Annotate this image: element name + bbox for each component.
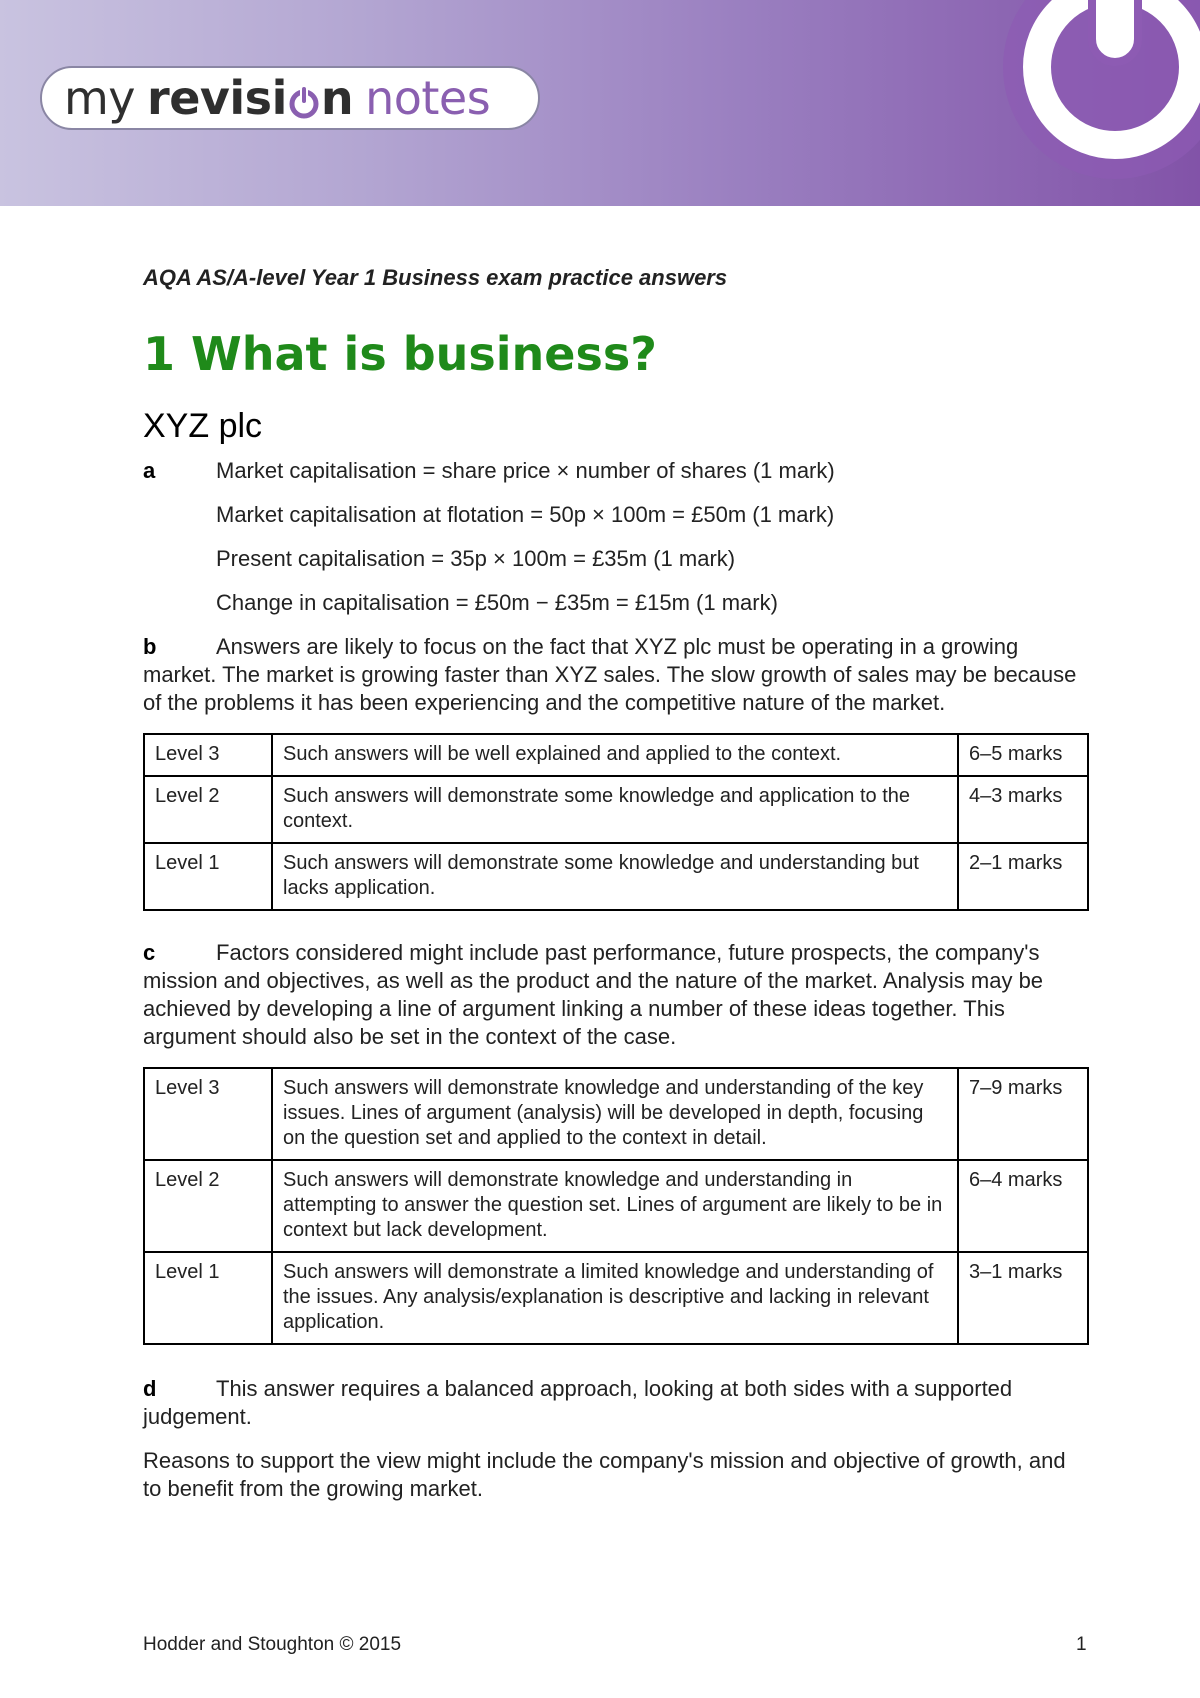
description-cell: Such answers will demonstrate some knowledge and understanding but lacks application. (272, 843, 958, 910)
description-cell: Such answers will demonstrate a limited knowledge and understanding of the issues. Any analysis/explanation is descriptive and lacking in relevant application. (272, 1252, 958, 1344)
logo-wordmark (64, 71, 491, 125)
marks-cell: 3–1 marks (958, 1252, 1088, 1344)
marks-cell: 7–9 marks (958, 1068, 1088, 1160)
description-cell: Such answers will demonstrate some knowledge and application to the context. (272, 776, 958, 843)
table-row (144, 1252, 1088, 1344)
power-icon (288, 84, 320, 120)
table-row (144, 843, 1088, 910)
logo-word-revision-end: n (320, 71, 354, 125)
part-a-line-text: Market capitalisation = share price × number of shares (1 mark) (216, 458, 835, 484)
level-cell: Level 3 (144, 734, 272, 776)
table-row (144, 734, 1088, 776)
logo (40, 66, 540, 130)
part-c (143, 939, 1089, 1345)
level-cell: Level 1 (144, 843, 272, 910)
level-cell: Level 2 (144, 776, 272, 843)
part-b (143, 633, 1089, 911)
part-a-line (143, 457, 1089, 485)
marks-cell: 6–5 marks (958, 734, 1088, 776)
question-letter: a (143, 458, 156, 484)
marks-cell: 2–1 marks (958, 843, 1088, 910)
logo-word-revision-start: revisi (147, 71, 287, 125)
description-cell: Such answers will demonstrate knowledge and understanding of the key issues. Lines of argument (analysis) will be developed in depth, focusing on the question set and applied to the context in detail. (272, 1068, 958, 1160)
part-c-text: Factors considered might include past performance, future prospects, the company's mission and objectives, as well as the product and the nature of the market. Analysis may be achieved by developing a line of argument linking a number of these ideas together. This argument should also be set in the context of the case. (143, 940, 1044, 1050)
logo-word-notes: notes (365, 71, 491, 125)
part-b-paragraph (143, 633, 1089, 717)
logo-word-my: my (64, 71, 136, 125)
level-cell: Level 3 (144, 1068, 272, 1160)
part-d (143, 1375, 1089, 1503)
mark-scheme-table-b (143, 733, 1089, 911)
marks-cell: 6–4 marks (958, 1160, 1088, 1252)
table-row (144, 776, 1088, 843)
part-a-line-text: Change in capitalisation = £50m − £35m = £15m (1 mark) (216, 590, 778, 616)
part-c-paragraph (143, 939, 1089, 1051)
part-d-text: This answer requires a balanced approach, looking at both sides with a supported judgement. (143, 1376, 1013, 1430)
part-a-line (143, 501, 1089, 529)
page-number: 1 (1076, 1634, 1087, 1655)
part-d-followup: Reasons to support the view might include the company's mission and objective of growth, and to benefit from the growing market. (143, 1448, 1066, 1502)
table-row (144, 1160, 1088, 1252)
document-subtitle: AQA AS/A-level Year 1 Business exam practice answers (143, 265, 728, 290)
table-row (144, 1068, 1088, 1160)
description-cell: Such answers will demonstrate knowledge and understanding in attempting to answer the question set. Lines of argument are likely to be in context but lack development. (272, 1160, 958, 1252)
page-title: 1 What is business? (143, 327, 657, 382)
document-body (143, 265, 1089, 1503)
level-cell: Level 1 (144, 1252, 272, 1344)
header-banner (0, 0, 1200, 206)
marks-cell: 4–3 marks (958, 776, 1088, 843)
level-cell: Level 2 (144, 1160, 272, 1252)
question-letter: b (143, 634, 157, 660)
logo-word-revision (147, 71, 354, 125)
part-a-line-text: Market capitalisation at flotation = 50p × 100m = £50m (1 mark) (216, 502, 835, 528)
description-cell: Such answers will be well explained and applied to the context. (272, 734, 958, 776)
mark-scheme-table-c (143, 1067, 1089, 1345)
question-letter: c (143, 940, 156, 966)
footer-copyright: Hodder and Stoughton © 2015 (143, 1634, 402, 1655)
question-letter: d (143, 1376, 157, 1402)
part-a-line (143, 545, 1089, 573)
section-title: XYZ plc (143, 406, 263, 445)
part-a-line-text: Present capitalisation = 35p × 100m = £35m (1 mark) (216, 546, 736, 572)
part-a-line (143, 589, 1089, 617)
part-d-paragraph (143, 1375, 1089, 1431)
part-a (143, 457, 1089, 617)
part-b-text: Answers are likely to focus on the fact that XYZ plc must be operating in a growing market. The market is growing faster than XYZ sales. The slow growth of sales may be because of the problems it has been experiencing and the competitive nature of the market. (143, 634, 1077, 716)
power-icon (1000, 0, 1200, 182)
